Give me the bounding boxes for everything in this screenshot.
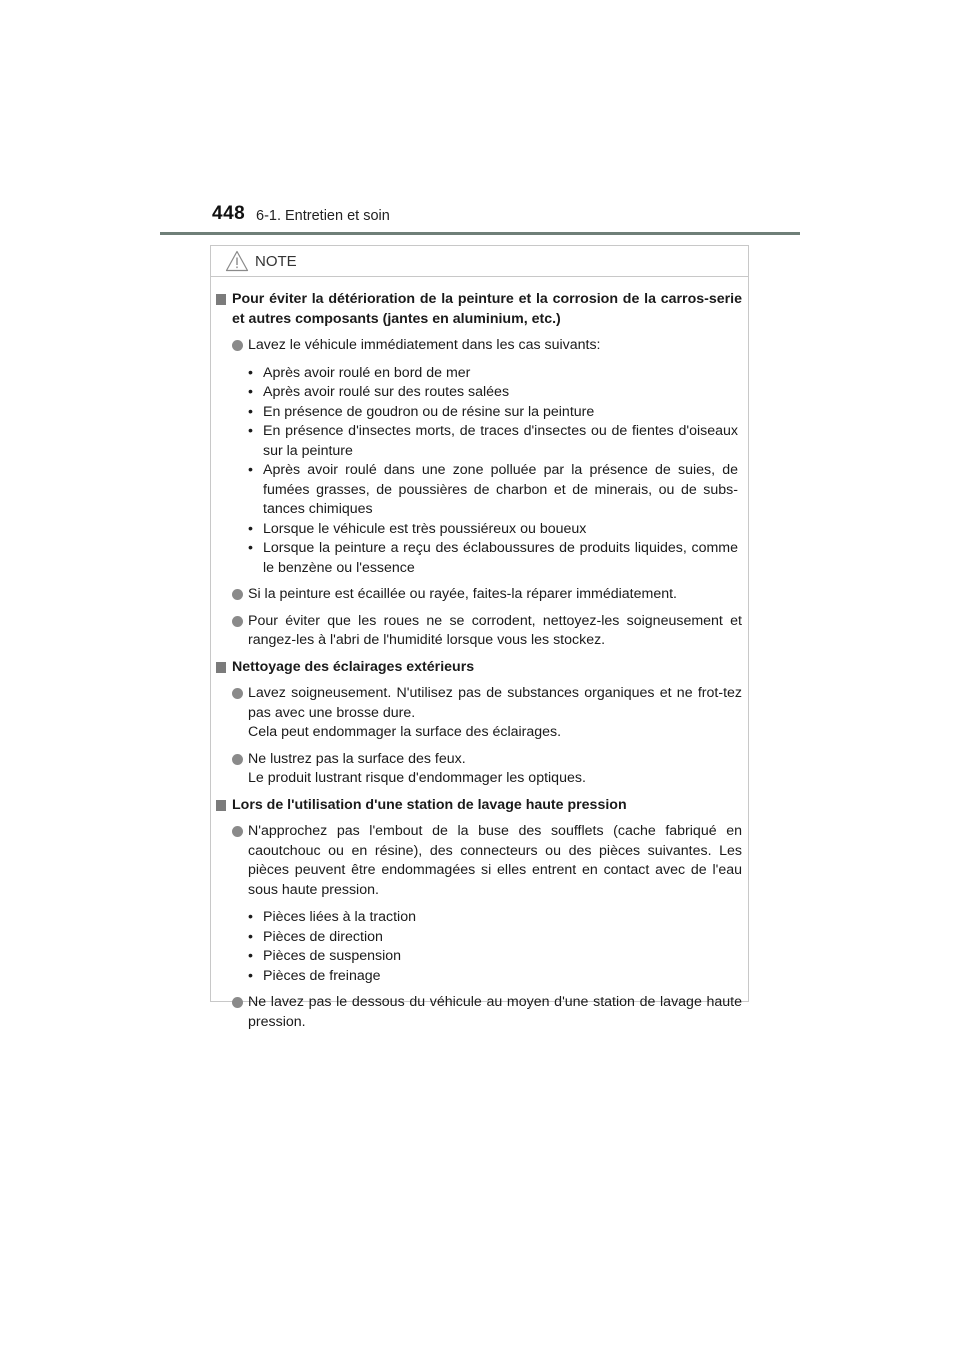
header-rule	[160, 232, 800, 235]
warning-triangle-icon	[225, 250, 249, 272]
bullet-dot-icon: •	[248, 540, 253, 556]
list-item-text-2: Le produit lustrant risque d'endommager les optiques.	[248, 770, 586, 786]
list-item	[216, 612, 742, 651]
list-item-text: N'approchez pas l'embout de la buse des soufflets (cache fabriqué en caoutchouc ou en résine), des connecteurs ou des pièces suivantes. Les pièces peuvent être endommagées si elles entrent en contact avec de l'eau sous haute pression.	[248, 823, 742, 898]
sub-list-item-text: En présence d'insectes morts, de traces d'insectes ou de fientes d'oiseaux sur la peinture	[263, 423, 738, 459]
bullet-dot-icon: •	[248, 364, 253, 381]
sub-list-item-text: Lorsque le véhicule est très poussiéreux ou boueux	[263, 520, 587, 537]
round-bullet-icon	[232, 826, 243, 837]
sub-list-item	[248, 967, 738, 987]
section-heading-text: Pour éviter la détérioration de la peinture et la corrosion de la carros-serie et autres composants (jantes en aluminium, etc.)	[232, 291, 742, 327]
list-item-text: Ne lavez pas le dessous du véhicule au moyen d'une station de lavage haute pression.	[248, 994, 742, 1030]
list-item	[216, 993, 742, 1032]
sub-list-item	[248, 947, 738, 967]
bullet-dot-icon: •	[248, 909, 253, 925]
section-heading	[216, 796, 742, 816]
list-item-text: Pour éviter que les roues ne se corrodent, nettoyez-les soigneusement et rangez-les à l'abri de l'humidité lorsque vous les stockez.	[248, 612, 742, 648]
sub-list-item	[248, 461, 738, 520]
list-item-text: Si la peinture est écaillée ou rayée, faites-la réparer immédiatement.	[248, 586, 677, 602]
round-bullet-icon	[232, 340, 243, 351]
bullet-dot-icon: •	[248, 520, 253, 537]
section-heading-text: Nettoyage des éclairages extérieurs	[232, 658, 475, 675]
page-number: 448	[212, 203, 246, 224]
section-heading	[216, 658, 742, 678]
section-title: 6-1. Entretien et soin	[256, 208, 390, 224]
bullet-dot-icon: •	[248, 403, 253, 420]
note-section	[216, 658, 742, 789]
note-section	[216, 290, 742, 651]
sub-list	[248, 364, 742, 579]
sub-list-item-text: En présence de goudron ou de résine sur la peinture	[263, 403, 595, 420]
square-bullet-icon	[216, 662, 226, 673]
bullet-dot-icon: •	[248, 384, 253, 400]
list-item	[216, 585, 742, 605]
sub-list-item	[248, 908, 738, 928]
list-item-text: Ne lustrez pas la surface des feux.	[248, 750, 466, 767]
list-item	[216, 336, 742, 578]
sub-list-item	[248, 520, 738, 540]
round-bullet-icon	[232, 997, 243, 1008]
bullet-dot-icon: •	[248, 423, 253, 439]
sub-list-item	[248, 928, 738, 948]
note-body	[211, 277, 748, 1032]
square-bullet-icon	[216, 294, 226, 305]
bullet-dot-icon: •	[248, 928, 253, 945]
list-item-text-2: Cela peut endommager la surface des éclairages.	[248, 724, 562, 740]
sub-list-item	[248, 364, 738, 384]
list-item	[216, 684, 742, 743]
sub-list-item-text: Après avoir roulé sur des routes salées	[263, 384, 510, 400]
bullet-dot-icon: •	[248, 948, 253, 964]
list-item-text: Lavez le véhicule immédiatement dans les cas suivants:	[248, 337, 601, 353]
sub-list-item	[248, 403, 738, 423]
list-item	[216, 750, 742, 789]
sub-list-item-text: Après avoir roulé en bord de mer	[263, 364, 471, 381]
bullet-dot-icon: •	[248, 462, 253, 478]
square-bullet-icon	[216, 800, 226, 811]
sub-list-item-text: Pièces de direction	[263, 928, 383, 945]
sub-list	[248, 908, 742, 986]
sub-list-item-text: Pièces de suspension	[263, 948, 402, 964]
sub-list-item-text: Pièces de freinage	[263, 967, 381, 984]
sub-list-item	[248, 539, 738, 578]
note-header	[211, 246, 748, 277]
list-item-text: Lavez soigneusement. N'utilisez pas de substances organiques et ne frot-tez pas avec une brosse dure.	[248, 685, 742, 721]
section-heading	[216, 290, 742, 329]
round-bullet-icon	[232, 688, 243, 699]
round-bullet-icon	[232, 589, 243, 600]
sub-list-item-text: Pièces liées à la traction	[263, 909, 416, 925]
round-bullet-icon	[232, 616, 243, 627]
note-label: NOTE	[255, 253, 297, 270]
sub-list-item	[248, 383, 738, 403]
bullet-dot-icon: •	[248, 967, 253, 984]
note-section	[216, 796, 742, 1033]
list-item	[216, 822, 742, 986]
section-heading-text: Lors de l'utilisation d'une station de lavage haute pression	[232, 796, 627, 813]
round-bullet-icon	[232, 754, 243, 765]
sub-list-item-text: Après avoir roulé dans une zone polluée par la présence de suies, de fumées grasses, de poussières de charbon et de minerais, ou de subs-tances chimiques	[263, 462, 738, 517]
sub-list-item-text: Lorsque la peinture a reçu des éclaboussures de produits liquides, comme le benzène ou l'essence	[263, 540, 738, 576]
note-box	[210, 245, 749, 1030]
sub-list-item	[248, 422, 738, 461]
